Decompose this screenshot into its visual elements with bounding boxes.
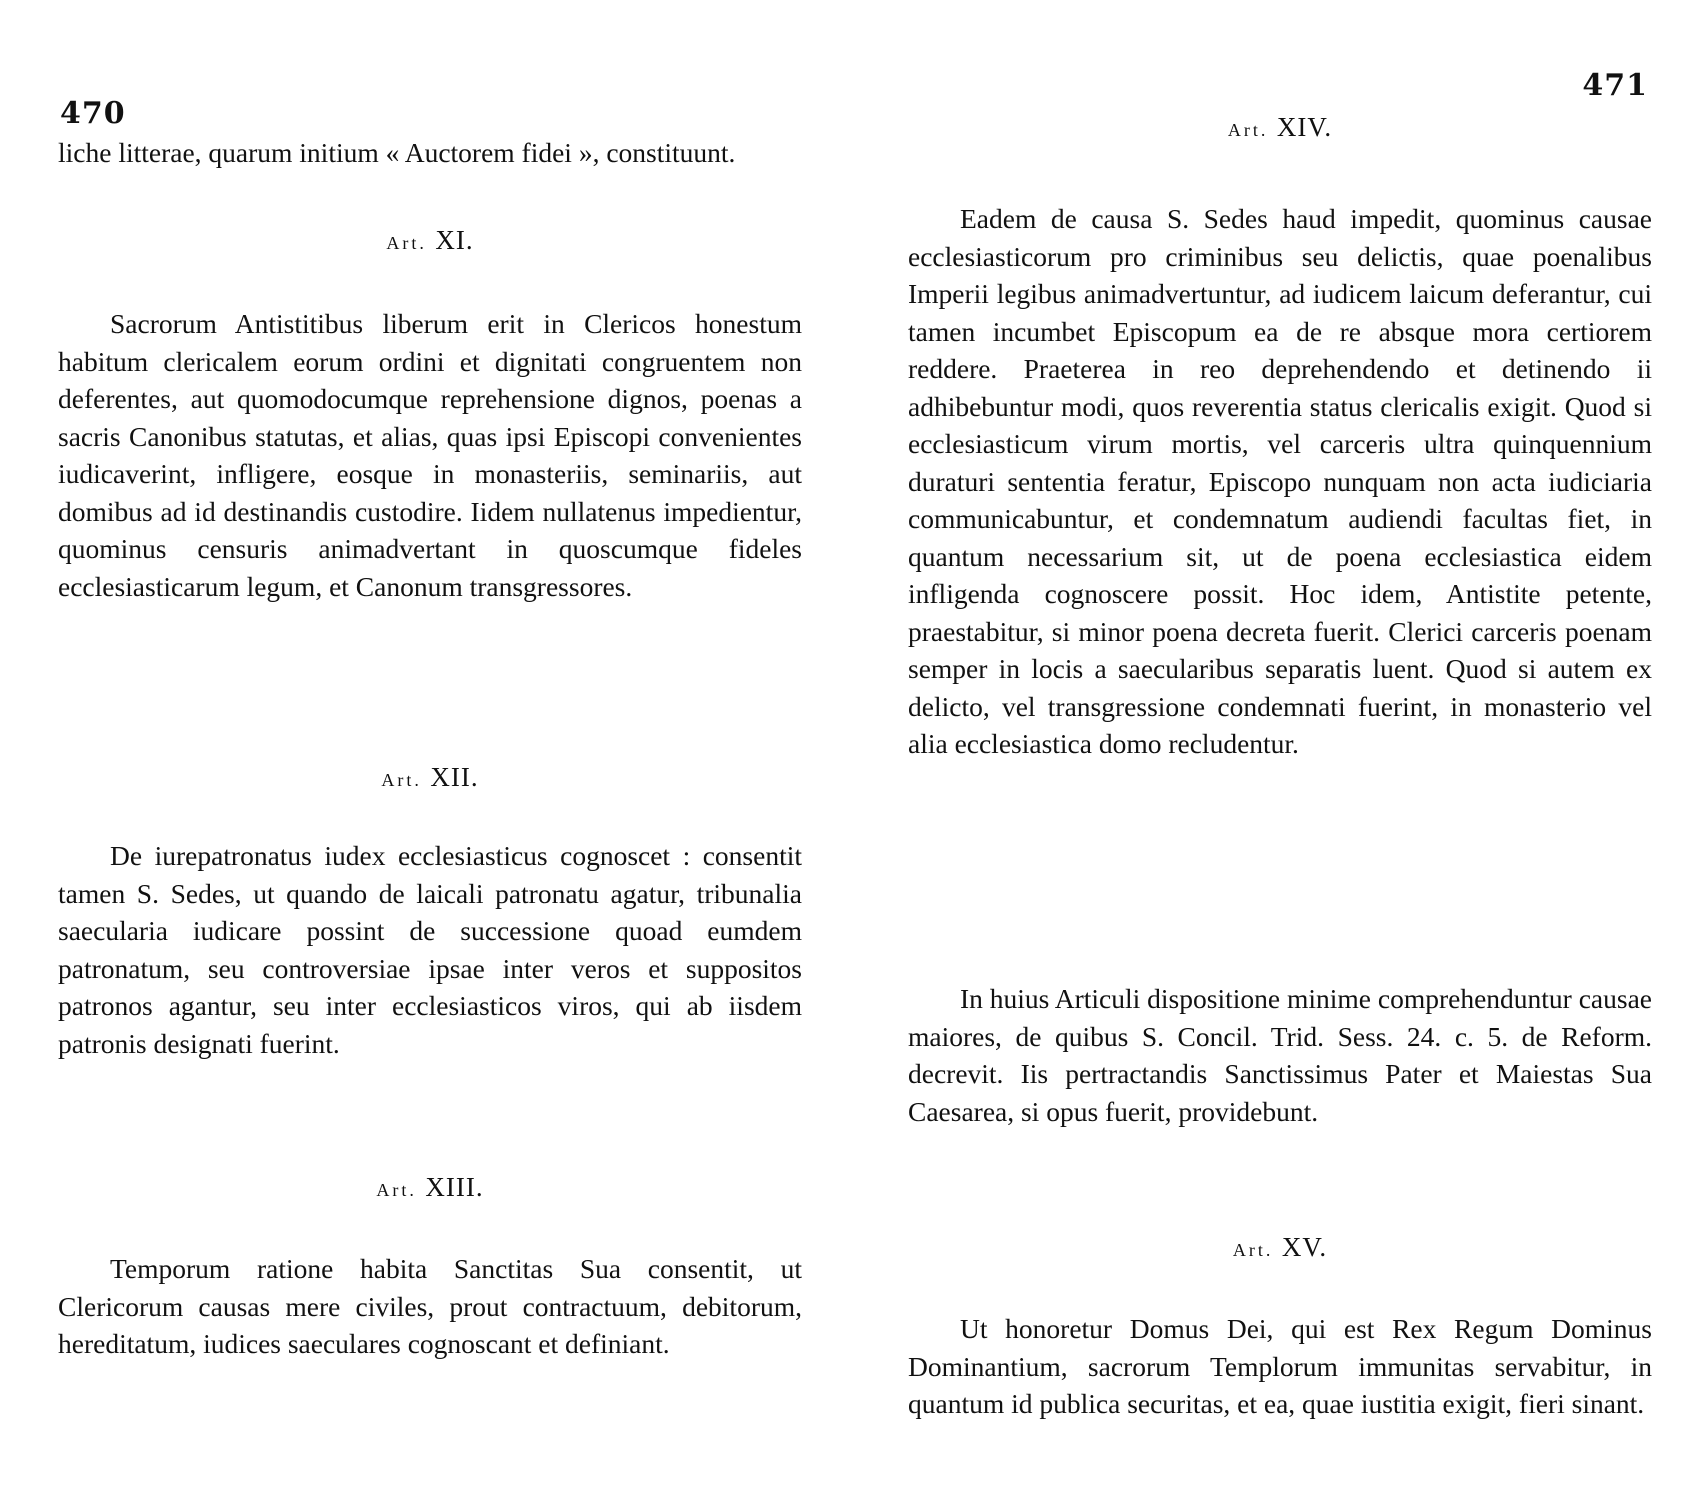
article-heading-number: XI. — [435, 225, 474, 255]
page-number-right: 471 — [1582, 68, 1648, 103]
article-heading-number: XV. — [1281, 1232, 1328, 1262]
article-xi-text: Sacrorum Antistitibus liberum erit in Clericos honestum habitum clericalem eorum ordini et dignitati congruentem non deferentes, aut quomodocumque reprehensione dignos, poenas a sacris Canonibus statutas, et alias, quas ipsi Episcopi convenientes iudicaverint, infligere, eosque in monasteriis, seminariis, aut domibus ad id destinandis custodire. Iidem nullatenus impedientur, quominus censuris animadvertant in quoscumque fideles ecclesiasticarum legum, et Canonum transgressores. — [58, 308, 802, 602]
article-heading-number: XII. — [430, 762, 479, 792]
article-heading-prefix: Art. — [1227, 120, 1269, 140]
page-number-left: 470 — [60, 96, 126, 131]
article-heading-prefix: Art. — [386, 233, 427, 253]
carryover-paragraph: liche litterae, quarum initium « Auctorem fidei », constituunt. — [58, 137, 736, 168]
article-heading-prefix: Art. — [1232, 1240, 1274, 1260]
article-xiv-paragraph-1: Eadem de causa S. Sedes haud impedit, quominus causae ecclesiasticorum pro criminibus seu delictis, quae poenalibus Imperii legibus animadvertuntur, ad iudicem laicum deferantur, cui tamen incumbet Episcopum ea de re absque mora certiorem reddere. Praeterea in reo deprehendendo et detinendo ii adhibebuntur modi, quos reverentia status clericalis exigit. Quod si ecclesiasticum virum mortis, vel carceris ultra quinquennium duraturi sententia feratur, Episcopo nunquam non acta iudiciaria communicabuntur, et condemnatum audiendi facultas fiet, in quantum necessarium sit, ut de poena ecclesiastica eidem infligenda cognoscere possit. Hoc idem, Antistite petente, praestabitur, si minor poena decreta fuerit. Clerici carceris poenam semper in locis a saecularibus separatis luent. Quod si autem ex delicto, vel transgressione condemnati fuerint, in monasterio vel alia ecclesiastica domo recludentur. — [908, 203, 1652, 759]
article-xii-text: De iurepatronatus iudex ecclesiasticus cognoscet : consentit tamen S. Sedes, ut quando de laicali patronatu agatur, tribunalia saecularia iudicare possint de successione quoad eumdem patronatum, seu controversiae ipsae inter veros et suppositos patronos agantur, seu inter ecclesiasticos viros, qui ab iisdem patronis designati fuerint. — [58, 840, 802, 1059]
article-xiii-text: Temporum ratione habita Sanctitas Sua consentit, ut Clericorum causas mere civiles, prout contractuum, debitorum, hereditatum, iudices saeculares cognoscant et definiant. — [58, 1253, 802, 1359]
article-heading-xiii — [58, 1172, 802, 1203]
article-heading-xi — [58, 225, 802, 256]
article-heading-number: XIII. — [425, 1172, 484, 1202]
right-page — [849, 0, 1698, 1500]
article-xiv-paragraph-2: In huius Articuli dispositione minime comprehenduntur causae maiores, de quibus S. Concil. Trid. Sess. 24. c. 5. de Reform. decrevit. Iis pertractandis Sanctissimus Pater et Maiestas Sua Caesarea, si opus fuerit, providebunt. — [908, 983, 1652, 1127]
article-xv-text: Ut honoretur Domus Dei, qui est Rex Regum Dominus Dominantium, sacrorum Templorum immunitas servabitur, in quantum id publica securitas, et ea, quae iustitia exigit, fieri sinant. — [908, 1313, 1652, 1419]
article-heading-prefix: Art. — [376, 1180, 417, 1200]
article-heading-prefix: Art. — [381, 770, 422, 790]
article-heading-xiv — [908, 112, 1652, 143]
article-heading-xii — [58, 762, 802, 793]
article-heading-number: XIV. — [1276, 112, 1333, 142]
article-heading-xv — [908, 1232, 1652, 1263]
